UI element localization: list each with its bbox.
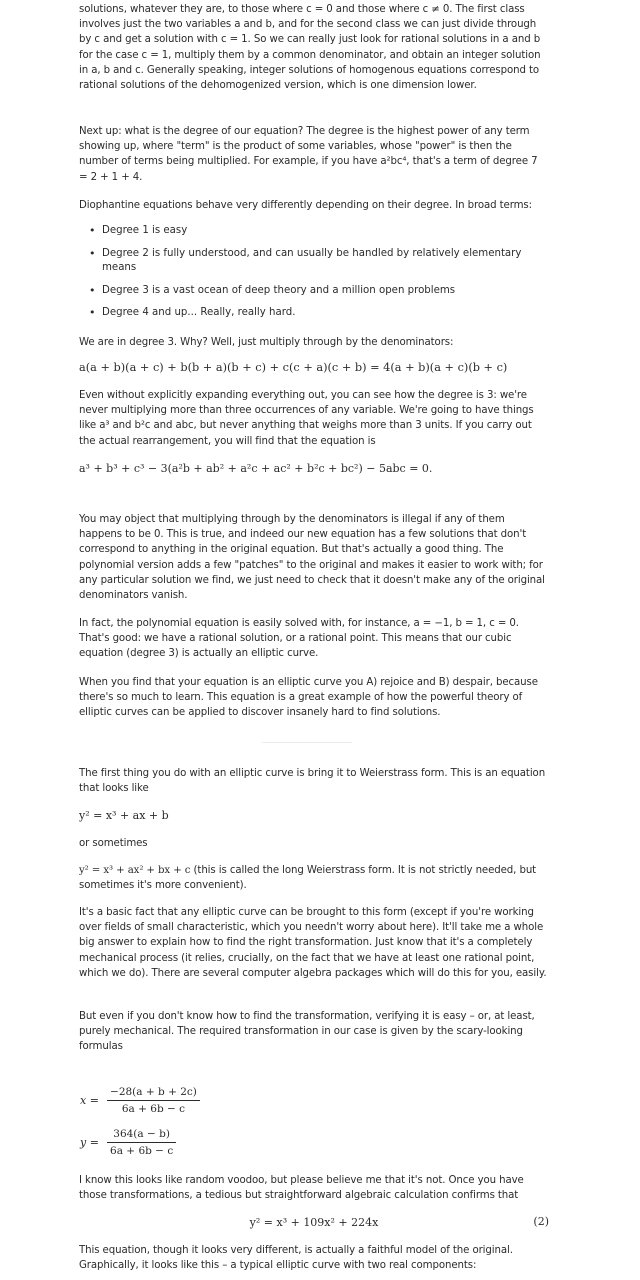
paragraph-text: This equation, though it looks very different, is actually a faithful model of the original. Graphically, it looks like this – a typical elliptic curve with two real components: (79, 1245, 513, 1272)
paragraph-text: Diophantine equations behave very differently depending on their degree. In broad terms: (79, 200, 532, 211)
paragraph-fact (79, 616, 549, 662)
list-item: • Degree 1 is easy (80, 224, 550, 239)
paragraph-dehomogenize (79, 2, 549, 93)
paragraph-text: solutions, whatever they are, to those where c = 0 and those where c ≠ 0. The first class involves just the two variables a and b, and for the second class we can just divide through by c and get a solution with c = 1. So we can really just look for rational solutions in a and b for the case c = 1, multiply them by a common denominator, and obtain an integer solution in a, b and c. Generally speaking, integer solutions of homogenous equations correspond to rational solutions of the dehomogenized version, which is one dimension lower. (79, 4, 541, 92)
list-item: • Degree 4 and up... Really, really hard. (80, 306, 550, 321)
equation-weierstrass-short: y² = x³ + ax + b (79, 809, 169, 822)
paragraph-rejoice (79, 675, 549, 721)
paragraph-text: But even if you don't know how to find the transformation, verifying it is easy – or, at least, purely mechanical. The required transformation in our case is given by the scary-looking formulas (79, 1011, 535, 1053)
equation-weierstrass-long: y² = x³ + ax² + bx + c (79, 865, 191, 876)
paragraph-text: It's a basic fact that any elliptic curve can be brought to this form (except if you're working over fields of small characteristic, which you needn't worry about here). It'll take me a whole big answer to explain how to find the right transformation. Just know that it's a completely mechanical process (it relies, crucially, on the fact that we have at least one rational point, which we do). There are several computer algebra packages which will do this for you, easily. (79, 907, 547, 979)
paragraph-text: I know this looks like random voodoo, but please believe me that it's not. Once you have those transformations, a tedious but straightforward algebraic calculation confirms that (79, 1175, 524, 1202)
paragraph-text: You may object that multiplying through by the denominators is illegal if any of them happens to be 0. This is true, and indeed our new equation has a few solutions that don't correspond to anything in the original equation. But that's actually a good thing. The polynomial version adds a few "patches" to the original and makes it easier to work with; for any particular solution we find, we just need to check that it doesn't make any of the original denominators vanish. (79, 514, 545, 602)
list-item: • Degree 2 is fully understood, and can usually be handled by relatively elementary means (80, 247, 550, 276)
paragraph-text: Even without explicitly expanding everything out, you can see how the degree is 3: we're never multiplying more than three occurrences of any variable. We're going to have things like a³ and b²c and abc, but never anything that weighs more than 3 units. If you carry out the actual rearrangement, you will find that the equation is (79, 390, 534, 447)
paragraph-or (79, 836, 549, 851)
paragraph-degree (79, 124, 549, 185)
paragraph-text: When you find that your equation is an elliptic curve you A) rejoice and B) despair, because there's so much to learn. This equation is a great example of how the powerful theory of elliptic curves can be applied to discover insanely hard to find solutions. (79, 677, 538, 719)
paragraph-transformation (79, 1009, 549, 1055)
paragraph-basic-fact (79, 905, 549, 981)
paragraph-without (79, 388, 549, 449)
paragraph-object (79, 512, 549, 603)
paragraph-model (79, 1243, 549, 1273)
degree-list (80, 224, 550, 329)
fraction: $\frac{364(a - b)}{6a + 6b - c}$ (107, 1128, 176, 1157)
paragraph-voodoo (79, 1173, 549, 1203)
equation-final: y² = x³ + 109x² + 224x (249, 1216, 379, 1229)
equation-2 (79, 1215, 549, 1233)
paragraph-deg3 (79, 335, 549, 350)
paragraph-weierstrass (79, 766, 549, 796)
paragraph-text: In fact, the polynomial equation is easily solved with, for instance, a = −1, b = 1, c = 0. That's good: we have a rational solution, or a rational point. This means that our cubic equation (degree 3) is actually an elliptic curve. (79, 618, 519, 660)
paragraph-text: y² = x³ + ax² + bx + c (this is called the long Weierstrass form. It is not strictly needed, but sometimes it's more convenient). (79, 865, 537, 892)
fraction: $\frac{-28(a + b + 2c)}{6a + 6b - c}$ (107, 1086, 200, 1115)
section-divider (262, 742, 352, 743)
equation-number: (2) (533, 1215, 549, 1228)
equation-multiplied: a(a + b)(a + c) + b(b + a)(b + c) + c(c + a)(c + b) = 4(a + b)(a + c)(b + c) (79, 361, 508, 374)
paragraph-behave (79, 198, 549, 213)
paragraph-text: or sometimes (79, 838, 148, 849)
formula-y: y = $\frac{364(a - b)}{6a + 6b - c}$ (80, 1128, 550, 1157)
paragraph-text: We are in degree 3. Why? Well, just multiply through by the denominators: (79, 337, 454, 348)
formula-x: x = $\frac{-28(a + b + 2c)}{6a + 6b - c}$ (80, 1086, 550, 1115)
paragraph-text: The first thing you do with an elliptic curve is bring it to Weierstrass form. This is an equation that looks like (79, 768, 546, 795)
list-item: • Degree 3 is a vast ocean of deep theory and a million open problems (80, 284, 550, 299)
paragraph-long-weierstrass (79, 863, 549, 893)
paragraph-text: Next up: what is the degree of our equation? The degree is the highest power of any term showing up, where "term" is the product of some variables, whose "power" is then the number of terms being multiplied. For example, if you have a²bc⁴, that's a term of degree 7 = 2 + 1 + 4. (79, 126, 538, 183)
equation-expanded: a³ + b³ + c³ − 3(a²b + ab² + a²c + ac² + b²c + bc²) − 5abc = 0. (79, 462, 433, 475)
